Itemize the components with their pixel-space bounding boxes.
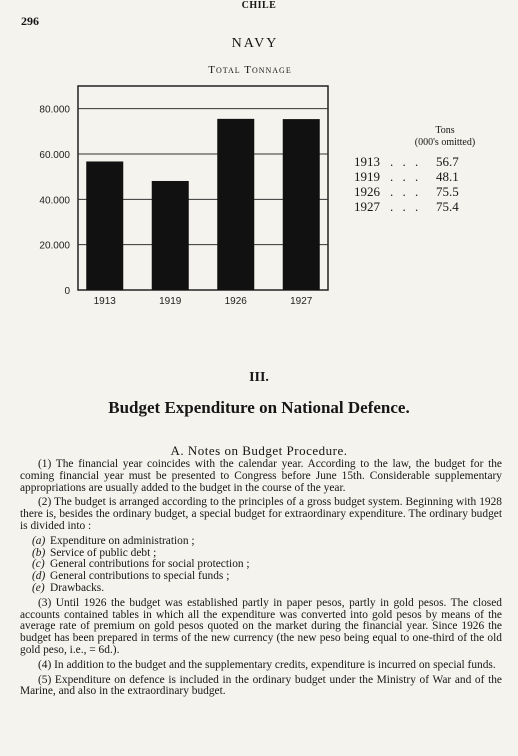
running-head: CHILE [241, 0, 277, 11]
tons-value: 48.1 [436, 169, 459, 184]
tons-table [354, 154, 476, 214]
paragraph-5: (5) Expenditure on defence is included in the ordinary budget under the Ministry of War and of the Marine, and also in the extraordinary budget. [20, 673, 502, 698]
y-tick-label: 40.000 [39, 195, 70, 207]
body-text [20, 459, 502, 701]
tons-row [354, 169, 476, 184]
list-text: General contributions to special funds ; [50, 570, 230, 583]
tons-row [354, 199, 476, 214]
paragraph-4: (4) In addition to the budget and the supplementary credits, expenditure is incurred on special funds. [38, 658, 496, 671]
tons-dots: . . . [390, 154, 422, 169]
tons-row [354, 154, 476, 169]
paragraph-3: (3) Until 1926 the budget was established partly in paper pesos, partly in gold pesos. The closed accounts contained tables in which all the expenditure was converted into gold pesos by means of the average rate of premium on gold pesos quoted on the market during the financial year. Since 1926 the budget has been prepared in terms of the new currency (the new peso being equal to one-third of the old gold peso, i.e., = 6d.). [20, 596, 502, 656]
bar [217, 119, 254, 290]
bar [152, 181, 189, 290]
list-text: Drawbacks. [50, 581, 105, 594]
tons-dots: . . . [390, 169, 422, 184]
y-tick-label: 60.000 [39, 150, 70, 161]
tons-heading-unit: Tons [435, 125, 455, 136]
paragraph-1: (1) The financial year coincides with the calendar year. According to the law, the budget for the coming financial year must be presented to Congress before June 15th. Considerable supplementary appropriations are usually added to the budget in the course of the year. [20, 458, 502, 494]
list-mark: (d) [32, 570, 46, 583]
tons-dots: . . . [390, 199, 422, 214]
page-number: 296 [21, 14, 39, 28]
list-mark: (a) [32, 534, 46, 547]
x-tick-label: 1926 [224, 296, 247, 307]
bar [283, 119, 320, 290]
y-tick-label: 20.000 [39, 240, 70, 252]
list-mark: (b) [32, 546, 46, 559]
tons-year: 1919 [354, 169, 380, 184]
tons-table-heading [405, 125, 485, 149]
list-text: Service of public debt ; [50, 546, 157, 559]
list-mark: (c) [32, 558, 45, 571]
section-title: Budget Expenditure on National Defence. [108, 398, 410, 417]
chart-subtitle: Total Tonnage [208, 64, 292, 76]
budget-division-list [20, 536, 502, 595]
chart-title: NAVY [231, 36, 279, 51]
tons-value: 56.7 [436, 154, 459, 169]
list-mark: (e) [32, 581, 45, 594]
x-tick-label: 1913 [93, 296, 116, 307]
list-item [20, 583, 502, 595]
tons-row [354, 184, 476, 199]
tons-value: 75.5 [436, 184, 459, 199]
subsection-title: A. Notes on Budget Procedure. [170, 443, 348, 458]
tons-heading-note: (000's omitted) [414, 137, 476, 148]
x-tick-label: 1927 [290, 296, 313, 307]
list-text: Expenditure on administration ; [50, 534, 195, 547]
y-tick-label: 80.000 [39, 104, 70, 116]
tons-dots: . . . [390, 184, 422, 199]
x-tick-label: 1919 [159, 296, 182, 307]
y-tick-label: 0 [64, 286, 70, 297]
bar [86, 161, 123, 290]
tons-year: 1913 [354, 154, 380, 169]
list-text: General contributions for social protection ; [50, 558, 250, 571]
tons-value: 75.4 [436, 199, 459, 214]
paragraph-2: (2) The budget is arranged according to the principles of a gross budget system. Beginning with 1928 there is, besides the ordinary budget, a special budget for extraordinary expenditure. The ordinary budget is divided into : [20, 496, 502, 532]
tons-year: 1926 [354, 184, 380, 199]
section-number: III. [249, 370, 269, 385]
tons-year: 1927 [354, 199, 380, 214]
